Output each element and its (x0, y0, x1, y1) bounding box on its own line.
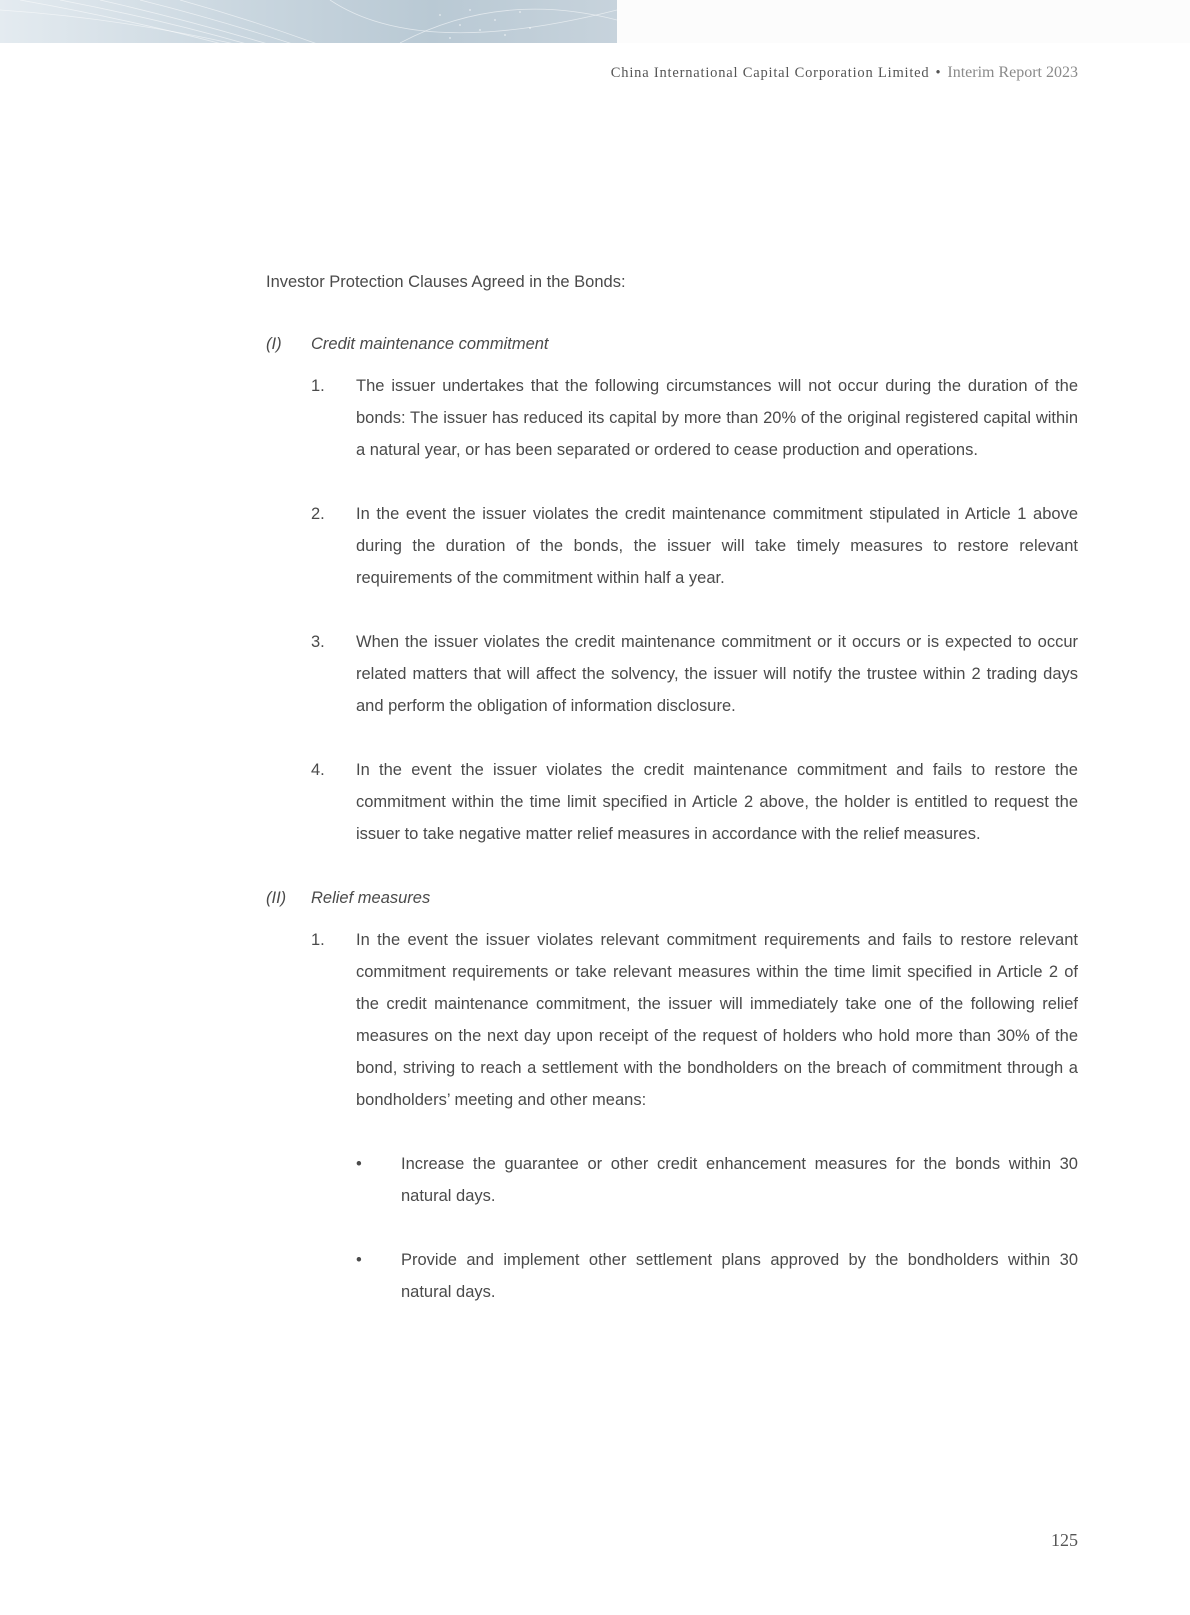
list-item (311, 626, 1078, 722)
header-strip (617, 0, 1190, 43)
list-item (311, 498, 1078, 594)
section-heading (266, 328, 1078, 360)
running-header (611, 64, 1078, 82)
section-heading-text: Credit maintenance commitment (311, 335, 549, 353)
bullet-text: Increase the guarantee or other credit enhancement measures for the bonds within 30 natural days. (401, 1155, 1078, 1205)
bullet-text: Provide and implement other settlement plans approved by the bondholders within 30 natural days. (401, 1251, 1078, 1301)
list-item (311, 924, 1078, 1116)
header-banner-image (0, 0, 617, 43)
bullet-item (356, 1244, 1078, 1308)
bullet-list (356, 1148, 1078, 1308)
item-number: 1. (311, 931, 325, 949)
section-heading (266, 882, 1078, 914)
list-item (311, 754, 1078, 850)
company-name: China International Capital Corporation Limited (610, 65, 930, 81)
bullet-item (356, 1148, 1078, 1212)
report-title: Interim Report 2023 (947, 64, 1078, 81)
section-number: (II) (266, 889, 287, 907)
document-body (266, 266, 1078, 1340)
section-heading-text: Relief measures (311, 889, 431, 907)
section-number: (I) (266, 335, 282, 353)
item-text: In the event the issuer violates the credit maintenance commitment stipulated in Article 1 above during the duration of the bonds, the issuer will take timely measures to restore relevant requirements of the commitment within half a year. (356, 505, 1078, 587)
list-item (311, 370, 1078, 466)
page-number: 125 (1051, 1530, 1078, 1550)
item-text: In the event the issuer violates the credit maintenance commitment and fails to restore the commitment within the time limit specified in Article 2 above, the holder is entitled to request the issuer to take negative matter relief measures in accordance with the relief measures. (356, 761, 1078, 843)
item-number: 3. (311, 633, 325, 651)
item-number: 4. (311, 761, 325, 779)
item-number: 1. (311, 377, 325, 395)
item-text: When the issuer violates the credit maintenance commitment or it occurs or is expected to occur related matters that will affect the solvency, the issuer will notify the trustee within 2 trading days and perform the obligation of information disclosure. (356, 633, 1078, 715)
section-title: Investor Protection Clauses Agreed in the Bonds: (266, 273, 626, 291)
item-text: The issuer undertakes that the following circumstances will not occur during the duration of the bonds: The issuer has reduced its capital by more than 20% of the original registered capital within a natural year, or has been separated or ordered to cease production and operations. (356, 377, 1078, 459)
item-text: In the event the issuer violates relevant commitment requirements and fails to restore relevant commitment requirements or take relevant measures within the time limit specified in Article 2 of the credit maintenance commitment, the issuer will immediately take one of the following relief measures on the next day upon receipt of the request of holders who hold more than 30% of the bond, striving to reach a settlement with the bondholders on the breach of commitment through a bondholders’ meeting and other means: (356, 931, 1078, 1109)
separator-dot: • (935, 65, 942, 81)
bullet-icon: • (356, 1251, 362, 1269)
bullet-icon: • (356, 1155, 362, 1173)
item-number: 2. (311, 505, 325, 523)
